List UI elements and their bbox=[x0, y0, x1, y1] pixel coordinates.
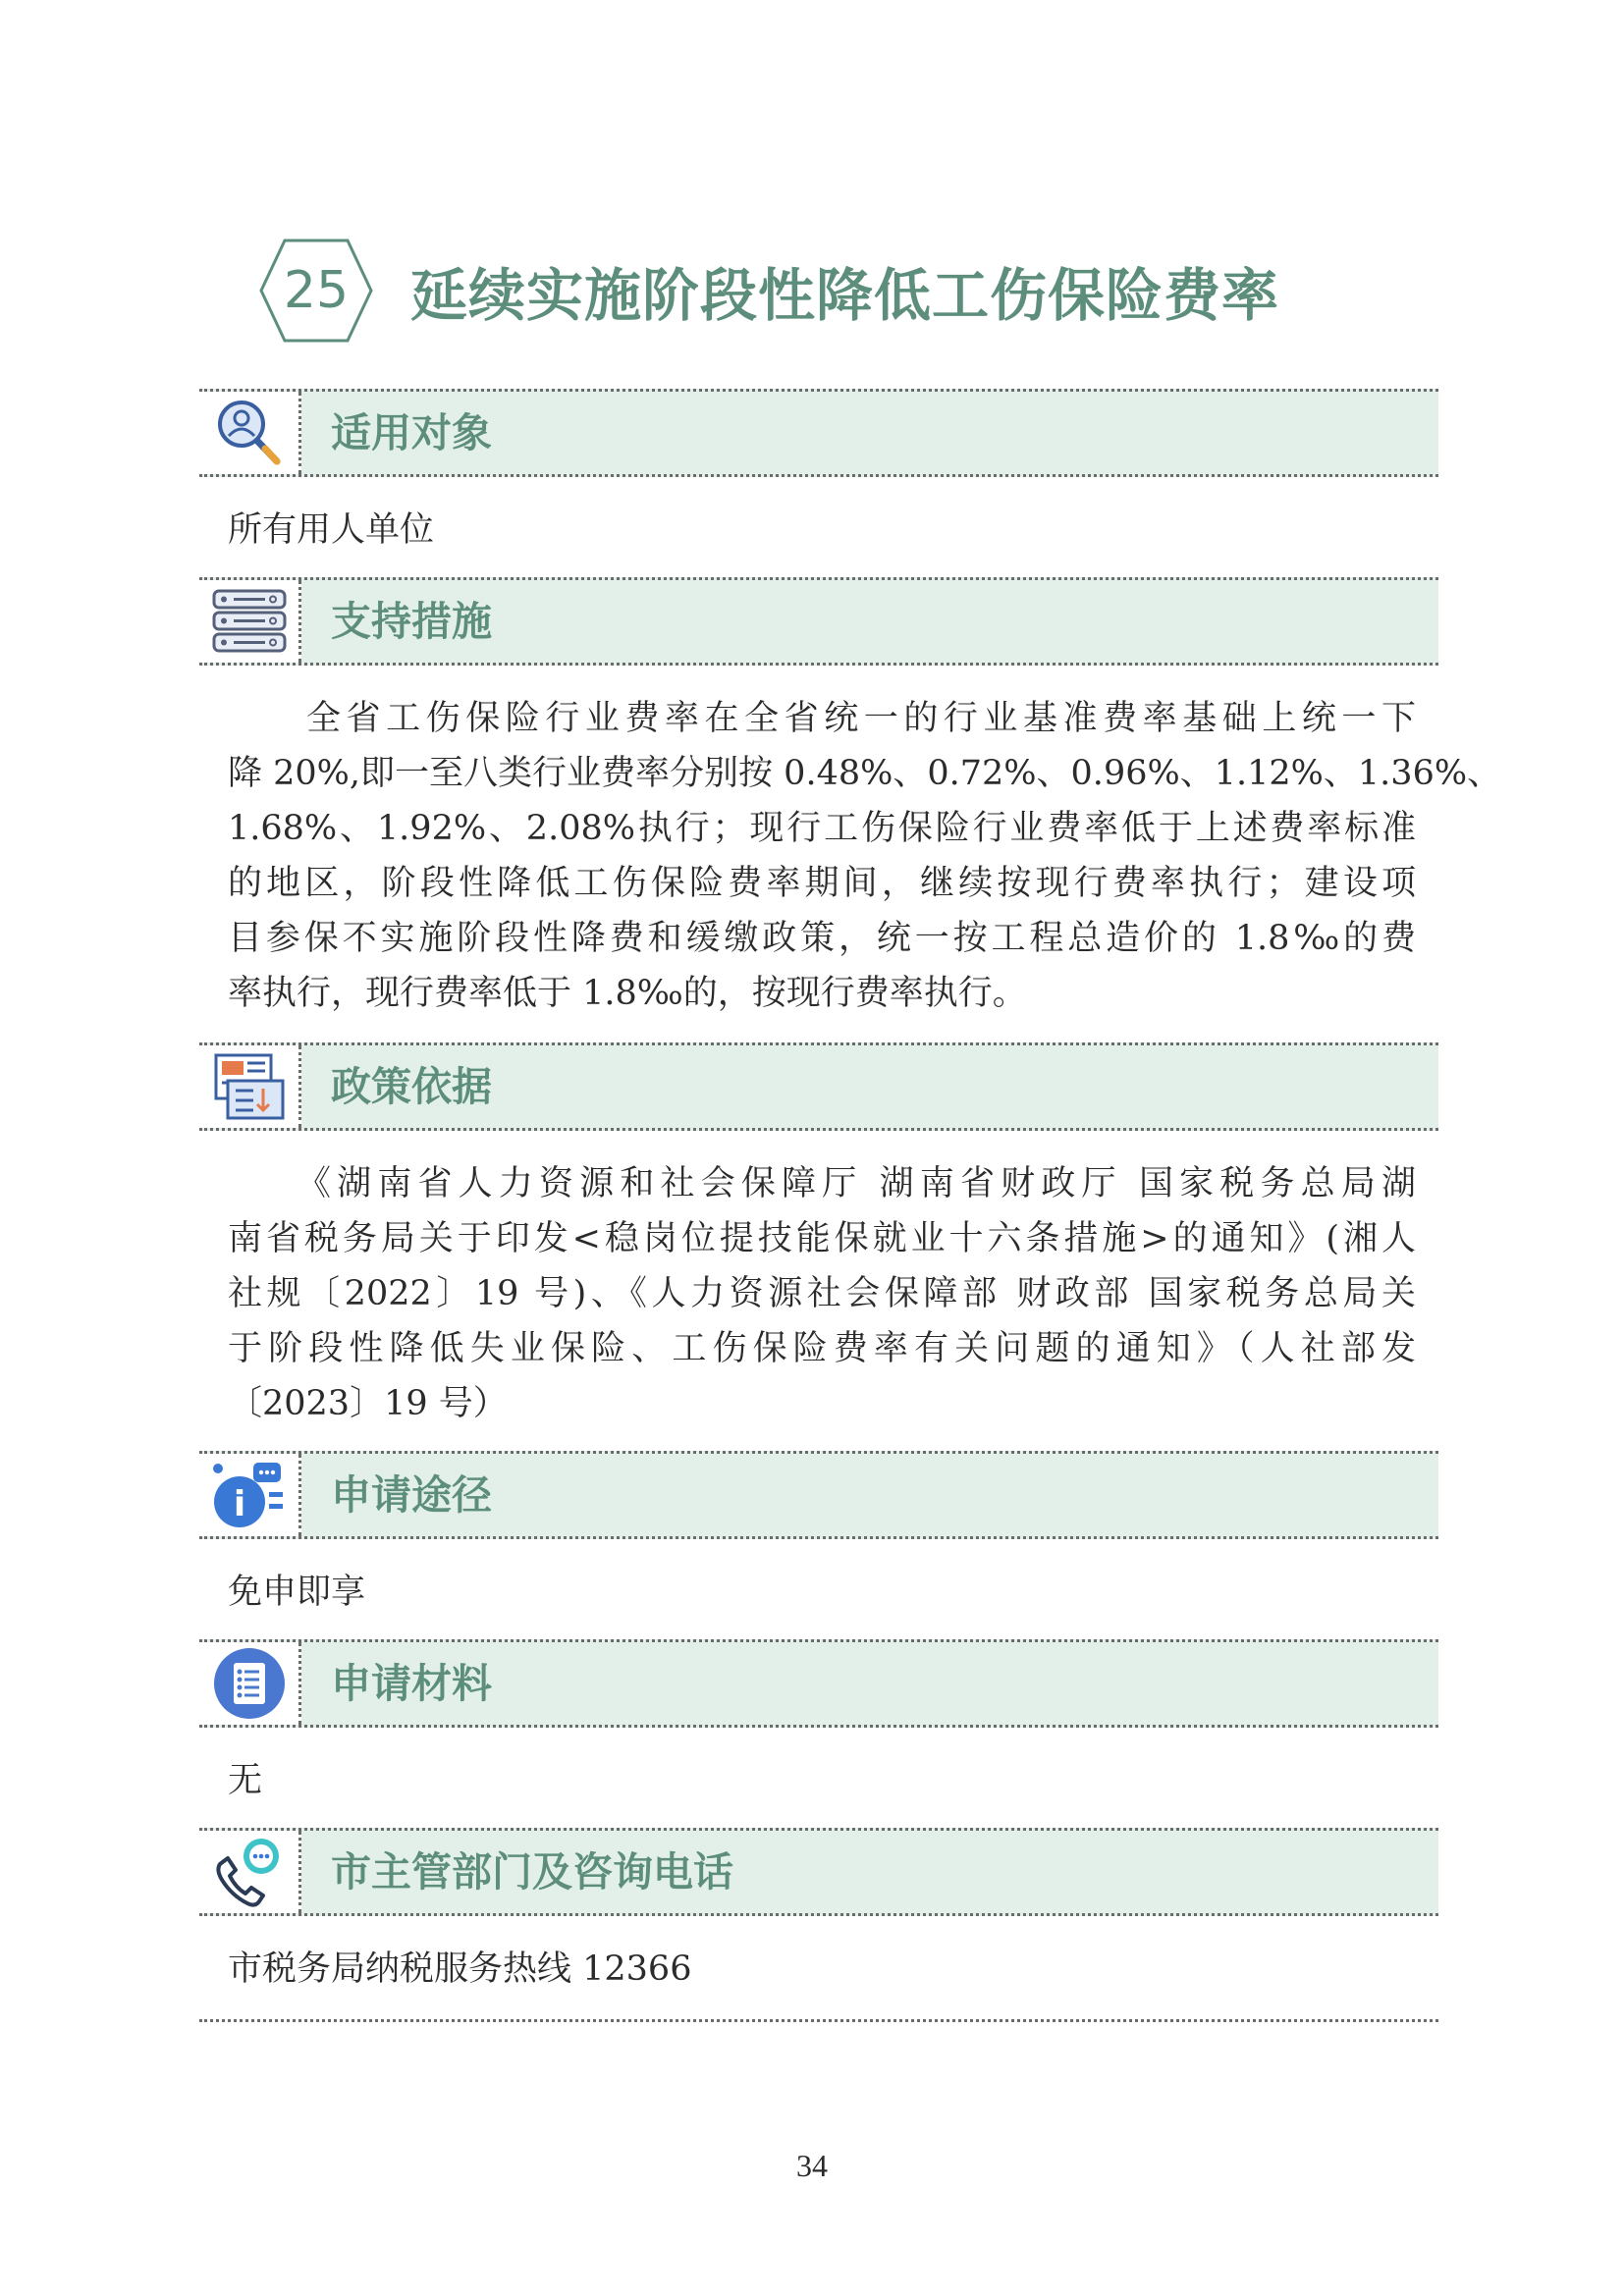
text-line: 南省税务局关于印发<稳岗位提技能保就业十六条措施>的通知》(湘人 bbox=[228, 1219, 1416, 1258]
document-chart-icon bbox=[199, 1045, 301, 1128]
section-header-support bbox=[199, 577, 1438, 666]
channel-text: 免申即享 bbox=[228, 1573, 366, 1612]
page-title-row bbox=[257, 234, 1279, 347]
number-hexagon bbox=[257, 237, 375, 345]
section-header-channel bbox=[199, 1451, 1438, 1539]
text-line: 于阶段性降低失业保险、工伤保险费率有关问题的通知》（人社部发 bbox=[228, 1329, 1416, 1368]
page-number: 34 bbox=[796, 2148, 828, 2183]
section-header-contact bbox=[199, 1828, 1438, 1916]
section-heading: 支持措施 bbox=[331, 598, 492, 645]
support-paragraph bbox=[228, 691, 1502, 1021]
magnifier-person-icon bbox=[199, 392, 301, 474]
section-heading: 市主管部门及咨询电话 bbox=[331, 1848, 733, 1896]
svg-text:i: i bbox=[233, 1484, 245, 1524]
applicable-text: 所有用人单位 bbox=[228, 510, 435, 550]
text-line: 全省工伤保险行业费率在全省统一的行业基准费率基础上统一下 bbox=[306, 699, 1416, 738]
server-list-icon bbox=[199, 580, 301, 663]
contact-text: 市税务局纳税服务热线 12366 bbox=[228, 1949, 692, 1989]
section-heading: 申请途径 bbox=[331, 1471, 492, 1519]
text-line: 社规〔2022〕19 号)、《人力资源社会保障部 财政部 国家税务总局关 bbox=[228, 1274, 1416, 1313]
phone-chat-icon bbox=[199, 1831, 301, 1913]
divider bbox=[199, 2019, 1438, 2022]
section-header-materials bbox=[199, 1639, 1438, 1728]
section-number: 25 bbox=[283, 260, 350, 320]
list-document-icon bbox=[199, 1642, 301, 1725]
section-header-basis bbox=[199, 1042, 1438, 1131]
info-chat-icon bbox=[199, 1454, 301, 1536]
section-header-applicable bbox=[199, 389, 1438, 477]
page-title: 延续实施阶段性降低工伤保险费率 bbox=[410, 261, 1280, 329]
text-line: 〔2023〕19 号） bbox=[228, 1384, 508, 1423]
text-line: 1.68%、1.92%、2.08%执行；现行工伤保险行业费率低于上述费率标准 bbox=[228, 809, 1416, 848]
basis-paragraph bbox=[228, 1156, 1416, 1431]
text-line: 降 20%,即一至八类行业费率分别按 0.48%、0.72%、0.96%、1.12%、1.36%、 bbox=[228, 754, 1502, 793]
section-heading: 政策依据 bbox=[331, 1063, 492, 1110]
text-line: 目参保不实施阶段性降费和缓缴政策，统一按工程总造价的 1.8‰的费 bbox=[228, 919, 1416, 958]
text-line: 的地区，阶段性降低工伤保险费率期间，继续按现行费率执行；建设项 bbox=[228, 864, 1416, 903]
text-line: 《湖南省人力资源和社会保障厅 湖南省财政厅 国家税务总局湖 bbox=[297, 1164, 1416, 1203]
text-line: 率执行，现行费率低于 1.8‰的，按现行费率执行。 bbox=[228, 974, 1027, 1013]
materials-text: 无 bbox=[228, 1761, 263, 1800]
section-heading: 适用对象 bbox=[331, 409, 492, 456]
section-heading: 申请材料 bbox=[331, 1660, 492, 1707]
